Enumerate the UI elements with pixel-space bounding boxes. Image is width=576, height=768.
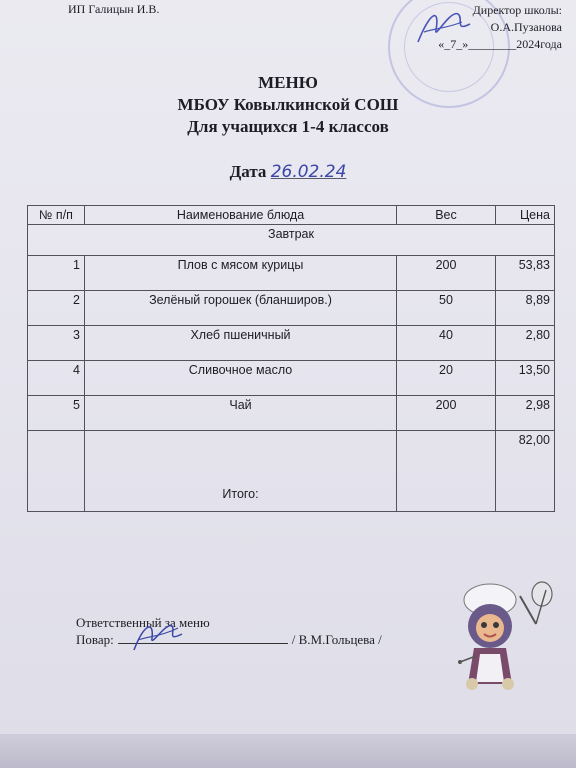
table-row — [28, 256, 555, 291]
header-weight: Вес — [397, 206, 496, 225]
director-name: О.А.Пузанова — [490, 20, 562, 34]
footer-signatures — [76, 614, 382, 648]
row-num: 1 — [28, 256, 85, 291]
row-num: 3 — [28, 326, 85, 361]
page-title — [0, 72, 576, 138]
row-weight: 200 — [397, 256, 496, 291]
row-name: Плов с мясом курицы — [85, 256, 397, 291]
approval-date: «_7_»________2024года — [438, 37, 562, 51]
header-num: № п/п — [28, 206, 85, 225]
title-line-2: МБОУ Ковылкинской СОШ — [177, 95, 399, 114]
row-weight: 40 — [397, 326, 496, 361]
row-weight: 50 — [397, 291, 496, 326]
row-weight: 200 — [397, 396, 496, 431]
menu-table — [27, 205, 555, 512]
organization-name: ИП Галицын И.В. — [68, 2, 160, 16]
row-name: Зелёный горошек (бланширов.) — [85, 291, 397, 326]
table-row — [28, 291, 555, 326]
row-price: 2,80 — [496, 326, 555, 361]
row-name: Хлеб пшеничный — [85, 326, 397, 361]
chef-mascot-icon — [450, 576, 560, 694]
row-name: Сливочное масло — [85, 361, 397, 396]
cook-label: Повар: — [76, 632, 114, 647]
title-line-1: МЕНЮ — [258, 73, 318, 92]
total-value: 82,00 — [496, 431, 555, 512]
paper-bottom-edge — [0, 734, 576, 768]
date-row — [0, 162, 576, 182]
section-row — [28, 225, 555, 256]
table-row — [28, 361, 555, 396]
row-price: 53,83 — [496, 256, 555, 291]
row-num: 4 — [28, 361, 85, 396]
header-price: Цена — [496, 206, 555, 225]
row-price: 13,50 — [496, 361, 555, 396]
row-price: 8,89 — [496, 291, 555, 326]
total-num-cell — [28, 431, 85, 512]
row-num: 5 — [28, 396, 85, 431]
cook-line — [76, 631, 382, 648]
director-label: Директор школы: — [472, 3, 562, 17]
table-row — [28, 326, 555, 361]
date-value: 26.02.24 — [270, 162, 347, 182]
row-num: 2 — [28, 291, 85, 326]
date-label: Дата — [229, 162, 267, 181]
table-header-row — [28, 206, 555, 225]
row-name: Чай — [85, 396, 397, 431]
row-weight: 20 — [397, 361, 496, 396]
total-label: Итого: — [85, 431, 397, 512]
row-price: 2,98 — [496, 396, 555, 431]
section-title: Завтрак — [28, 225, 555, 256]
approval-block — [438, 2, 562, 53]
title-line-3: Для учащихся 1-4 классов — [187, 117, 389, 136]
header-name: Наименование блюда — [85, 206, 397, 225]
table-row — [28, 396, 555, 431]
cook-signature-icon — [128, 612, 188, 658]
cook-name: / В.М.Гольцева / — [291, 632, 382, 647]
total-weight-cell — [397, 431, 496, 512]
responsible-label: Ответственный за меню — [76, 615, 210, 630]
total-row — [28, 431, 555, 512]
